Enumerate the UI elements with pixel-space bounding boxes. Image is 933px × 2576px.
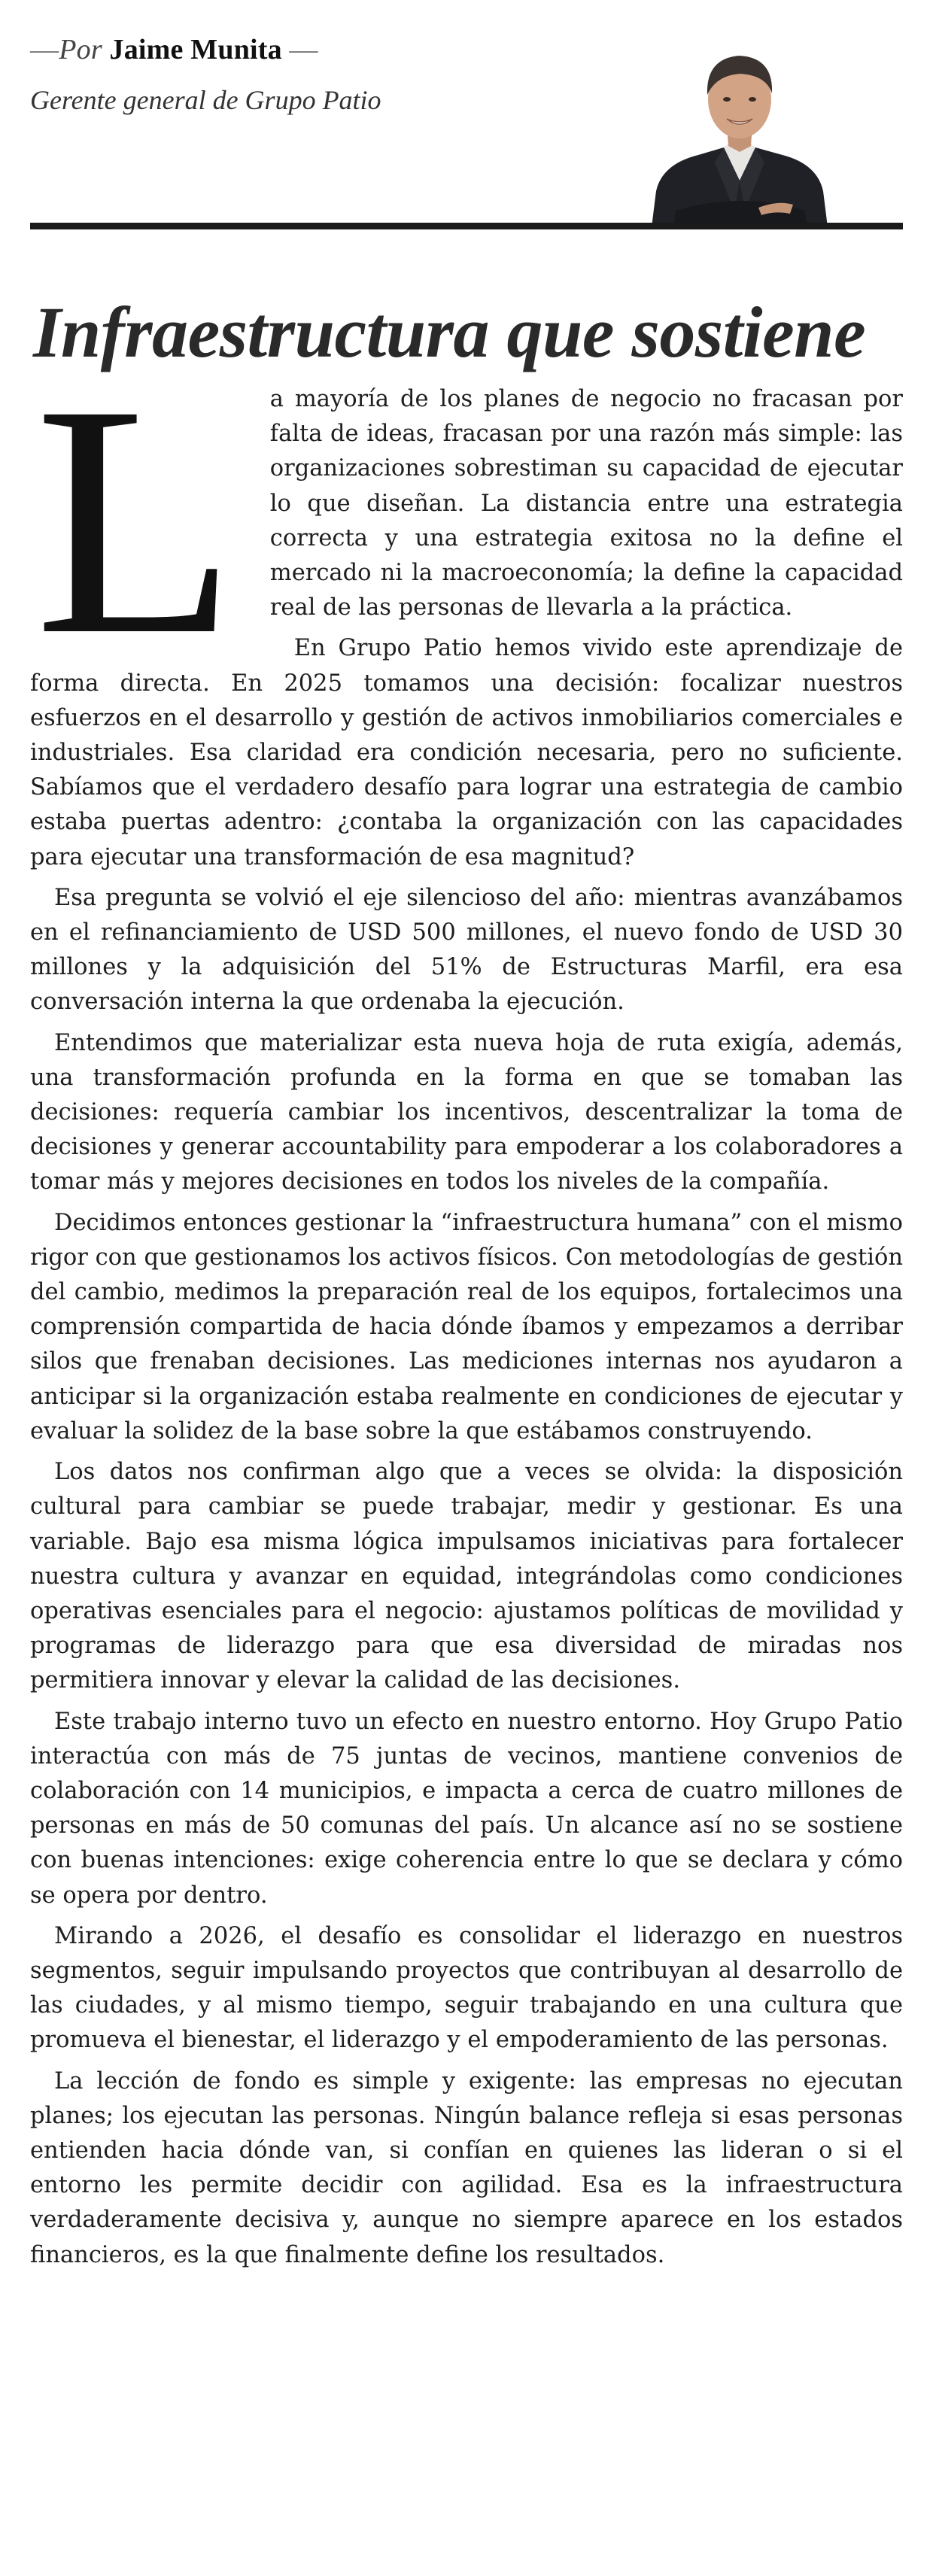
article-paragraph-9: La lección de fondo es simple y exigente: las empresas no ejecutan planes; los ejecutan las personas. Ningún balance refleja si esas personas entienden hacia dónde van, si confían en quienes las lideran o si el entorno les permite decidir con agilidad. Esa es la infraestructura verdaderamente decisiva y, aunque no siempre aparece en los estados financieros, es la que finalmente define los resultados. bbox=[30, 2067, 903, 2268]
article-paragraph-1 bbox=[30, 337, 903, 703]
article-paragraph-5: Decidimos entonces gestionar la “infraestructura humana” con el mismo rigor con que gestionamos los activos físicos. Con metodologías de gestión del cambio, medimos la preparación real de los equipos, fortalecimos una comprensión compartida de hacia dónde íbamos y empezamos a derribar silos que frenaban decisiones. Las mediciones internas nos ayudaron a anticipar si la organización estaba realmente en condiciones de ejecutar y evaluar la solidez de la base sobre la que estábamos construyendo. bbox=[30, 1209, 903, 1444]
author-portrait bbox=[646, 30, 834, 227]
byline bbox=[30, 33, 318, 66]
article-paragraph-6: Los datos nos confirman algo que a veces se olvida: la disposición cultural para cambiar se puede trabajar, medir y gestionar. Es una variable. Bajo esa misma lógica impulsamos iniciativas para fortalecer nuestra cultura y avanzar en equidad, integrándolas como condiciones operativas esenciales para el negocio: ajustamos políticas de movilidad y programas de liderazgo para que esa diversidad de miradas nos permitiera innovar y elevar la calidad de las decisiones. bbox=[30, 1459, 903, 1694]
headline: Infraestructura que sostiene bbox=[33, 292, 866, 373]
article-paragraph-2: En Grupo Patio hemos vivido este aprendizaje de forma directa. En 2025 tomamos una decisión: focalizar nuestros esfuerzos en el desarrollo y gestión de activos inmobiliarios comerciales e industriales. Esa claridad era condición necesaria, pero no suficiente. Sabíamos que el verdadero desafío para lograr una estrategia de cambio estaba puertas adentro: ¿contaba la organización con las capacidades para ejecutar una transformación de esa magnitud? bbox=[30, 635, 903, 870]
article-paragraph-3: Esa pregunta se volvió el eje silencioso del año: mientras avanzábamos en el refinanciamiento de USD 500 millones, el nuevo fondo de USD 30 millones y la adquisición del 51% de Estructuras Marfil, era esa conversación interna la que ordenaba la ejecución. bbox=[30, 884, 903, 1016]
byline-dash-right: — bbox=[281, 34, 318, 65]
article-body bbox=[30, 337, 903, 2279]
article-paragraph-8: Mirando a 2026, el desafío es consolidar el liderazgo en nuestros segmentos, seguir impulsando proyectos que contribuyan al desarrollo de las ciudades, y al mismo tiempo, seguir trabajando en una cultura que promueva el bienestar, el liderazgo y el empoderamiento de las personas. bbox=[30, 1922, 903, 2054]
author-role: Gerente general de Grupo Patio bbox=[30, 85, 381, 115]
header-rule bbox=[30, 223, 903, 229]
paragraph-1-text: a mayoría de los planes de negocio no fracasan por falta de ideas, fracasan por una razón más simple: las organizaciones sobrestiman su capacidad de ejecutar lo que diseñan. La distancia entre una estrategia correcta y una estrategia exitosa no la define el mercado ni la macroeconomía; la define la capacidad real de las personas de llevarla a la práctica. bbox=[269, 386, 903, 621]
drop-cap: L bbox=[35, 337, 237, 703]
byline-dash-left: — bbox=[30, 34, 59, 65]
article-paragraph-7: Este trabajo interno tuvo un efecto en nuestro entorno. Hoy Grupo Patio interactúa con más de 75 juntas de vecinos, mantiene convenios de colaboración con 14 municipios, e impacta a cerca de cuatro millones de personas en más de 50 comunas del país. Un alcance así no se sostiene con buenas intenciones: exige coherencia entre lo que se declara y cómo se opera por dentro. bbox=[30, 1708, 903, 1909]
byline-por: Por bbox=[59, 34, 110, 65]
author-name: Jaime Munita bbox=[109, 34, 282, 65]
article-paragraph-4: Entendimos que materializar esta nueva hoja de ruta exigía, además, una transformación profunda en la forma en que se tomaban las decisiones: requería cambiar los incentivos, descentralizar la toma de decisiones y generar accountability para empoderar a los colaboradores a tomar más y mejores decisiones en todos los niveles de la compañía. bbox=[30, 1029, 903, 1195]
